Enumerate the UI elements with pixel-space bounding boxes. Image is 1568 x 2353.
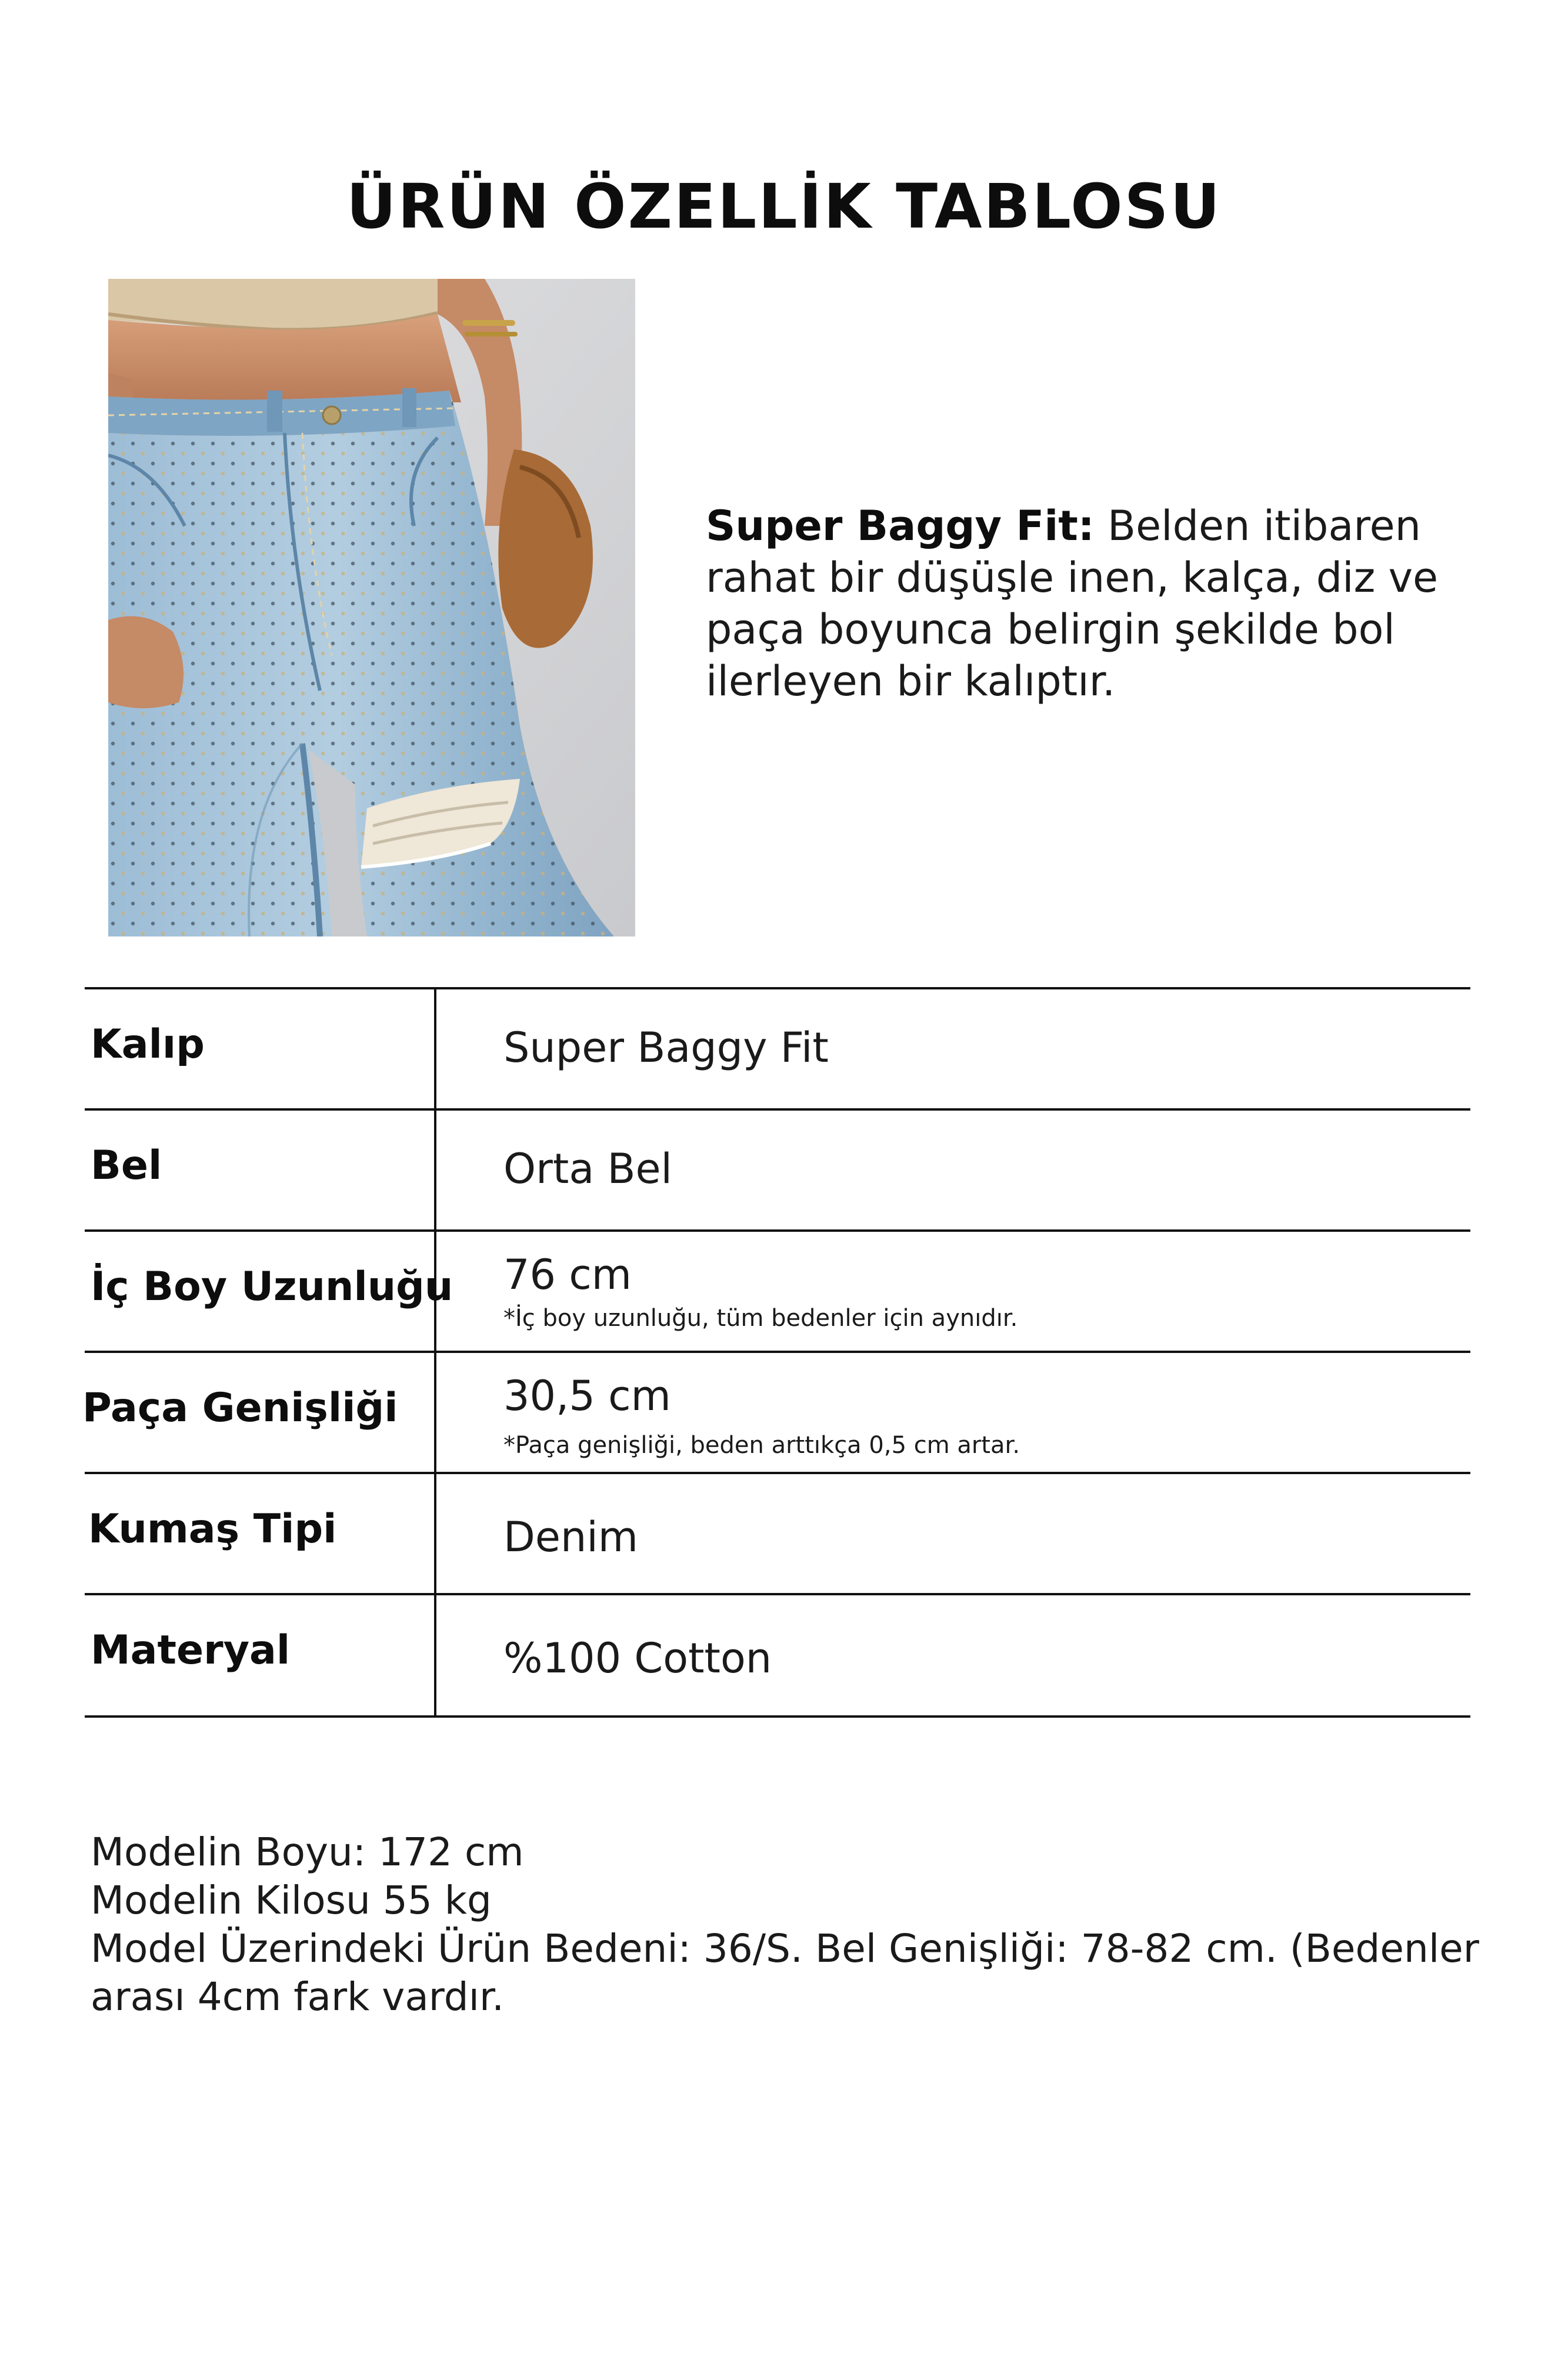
model-size-line-1: Model Üzerindeki Ürün Bedeni: 36/S. Bel Genişliği: 78-82 cm. (Bedenler bbox=[91, 1926, 1479, 1971]
row-label: İç Boy Uzunluğu bbox=[91, 1264, 453, 1310]
table-row bbox=[85, 987, 1470, 1108]
row-label: Bel bbox=[91, 1142, 162, 1189]
row-note: *İç boy uzunluğu, tüm bedenler için aynıdır. bbox=[503, 1305, 1018, 1332]
row-value: Orta Bel bbox=[503, 1145, 673, 1193]
table-row bbox=[82, 1351, 1470, 1472]
page-title: ÜRÜN ÖZELLİK TABLOSU bbox=[346, 171, 1222, 242]
row-label: Materyal bbox=[91, 1627, 291, 1674]
jeans-model-illustration bbox=[108, 279, 635, 936]
table-row bbox=[85, 1472, 1470, 1593]
table-rule bbox=[85, 1715, 1470, 1718]
model-info bbox=[91, 1828, 1479, 2021]
row-label: Kalıp bbox=[91, 1021, 205, 1068]
row-value: %100 Cotton bbox=[503, 1634, 772, 1682]
table-row bbox=[85, 1593, 1470, 1714]
fit-description bbox=[706, 500, 1494, 707]
row-value: 30,5 cm bbox=[503, 1372, 671, 1420]
row-value: Denim bbox=[503, 1513, 638, 1561]
table-row bbox=[85, 1229, 1470, 1351]
model-height: Modelin Boyu: 172 cm bbox=[91, 1829, 524, 1875]
row-label: Paça Genişliği bbox=[82, 1385, 398, 1431]
model-size-line-2: arası 4cm fark vardır. bbox=[91, 1974, 505, 2019]
model-weight: Modelin Kilosu 55 kg bbox=[91, 1878, 492, 1923]
fit-description-text: Belden itibaren rahat bir düşüşle inen, kalça, diz ve paça boyunca belirgin şekilde bol ilerleyen bir kalıptır. bbox=[706, 502, 1439, 705]
row-label: Kumaş Tipi bbox=[88, 1506, 337, 1552]
row-value: Super Baggy Fit bbox=[503, 1024, 829, 1072]
row-value: 76 cm bbox=[503, 1251, 632, 1299]
row-note: *Paça genişliği, beden arttıkça 0,5 cm artar. bbox=[503, 1432, 1020, 1459]
product-photo bbox=[108, 279, 635, 936]
fit-term: Super Baggy Fit: bbox=[706, 502, 1095, 550]
table-row bbox=[85, 1108, 1470, 1229]
